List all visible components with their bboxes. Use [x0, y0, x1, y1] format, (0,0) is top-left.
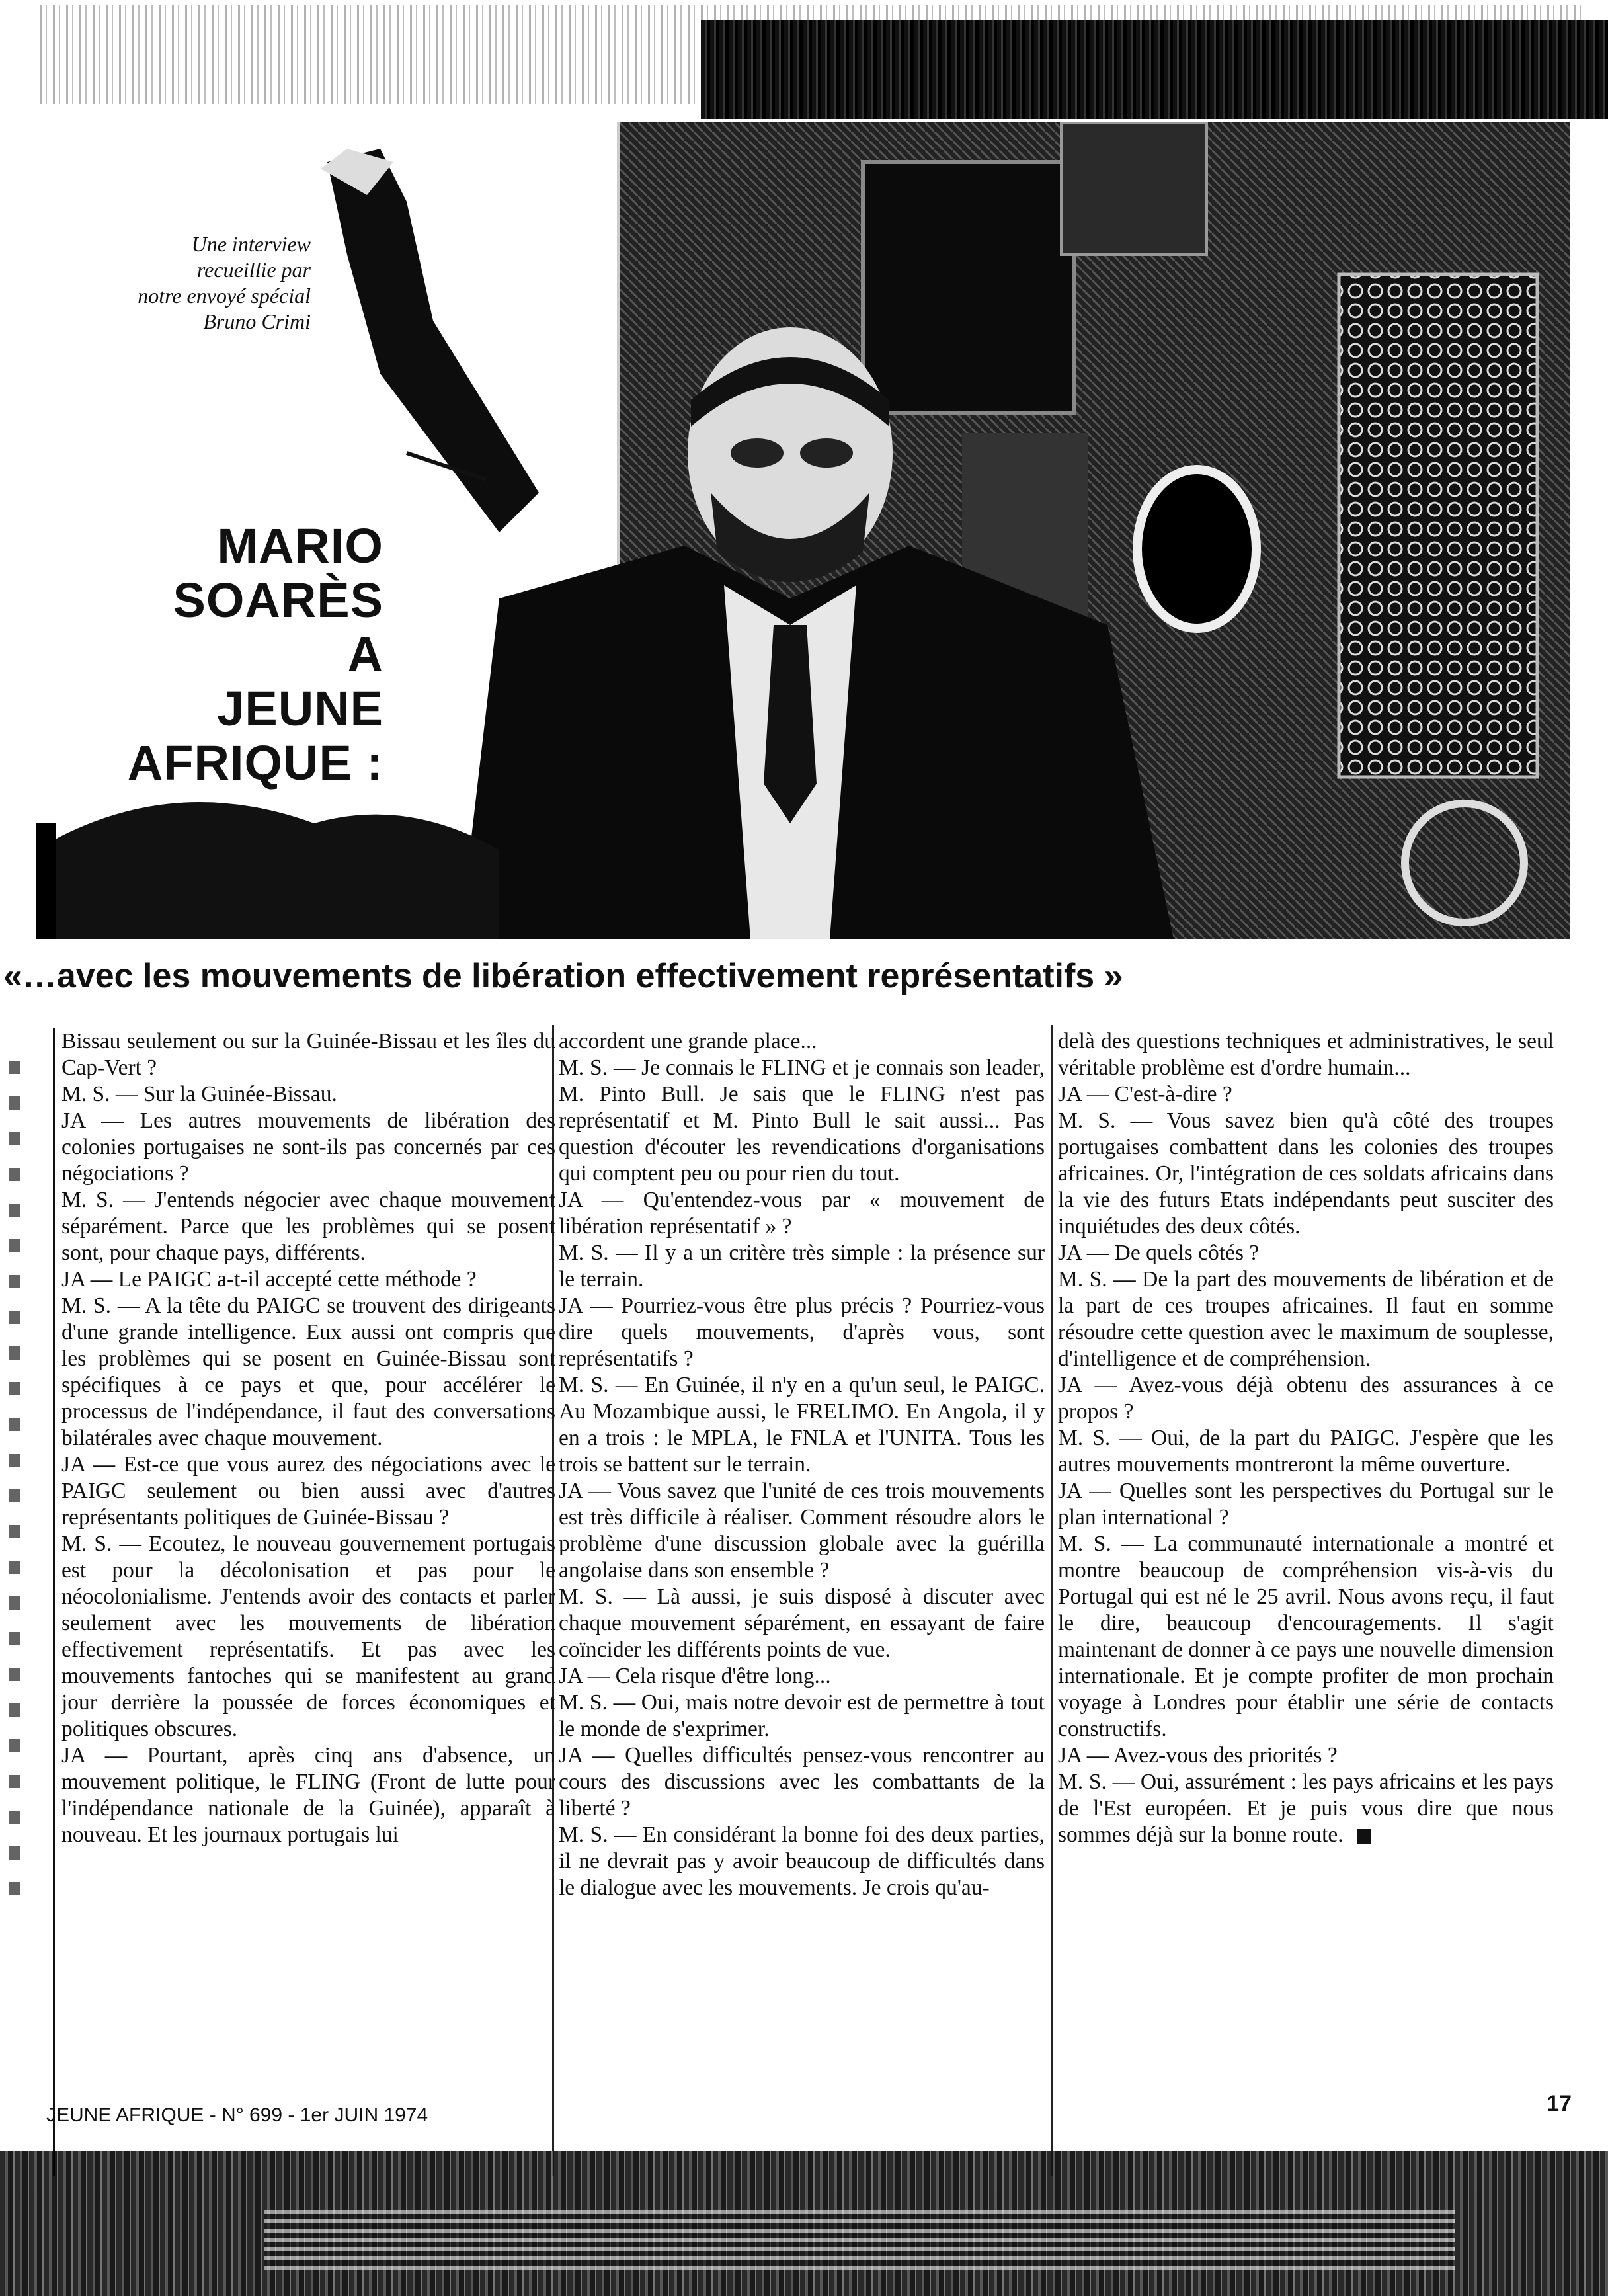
paragraph-text: M. S. — Oui, assurément : les pays africains et les pays de l'Est européen. Et je puis vous dire que nous sommes déjà sur la bonne route.: [1058, 1770, 1554, 1847]
paragraph: JA — Les autres mouvements de libération des colonies portugaises ne sont-ils pas concernés par ces négociations ?: [61, 1108, 555, 1186]
paragraph: accordent une grande place...: [559, 1029, 817, 1053]
end-mark-icon: [1357, 1829, 1371, 1844]
paragraph: JA — Avez-vous déjà obtenu des assurances à ce propos ?: [1058, 1373, 1554, 1424]
paragraph: M. S. — Vous savez bien qu'à côté des troupes portugaises combattent dans les colonies des troupes africaines. Or, l'intégration de ces soldats africains dans la vie des futurs Etats indépendants peut susciter des inquiétudes des deux côtés.: [1058, 1108, 1554, 1239]
paragraph: M. S. — A la tête du PAIGC se trouvent des dirigeants d'une grande intelligence. Eux aussi ont compris que les problèmes qui se posent en Guinée-Bissau sont spécifiques à ce pays et que, pour accélérer le processus de l'indépendance, il faut des conversations bilatérales avec chaque mouvement.: [61, 1293, 555, 1450]
article-subtitle: «…avec les mouvements de libération effectivement représentatifs »: [3, 957, 1123, 995]
credit-line: Bruno Crimi: [203, 309, 311, 333]
credit-line: Une interview: [191, 232, 311, 256]
paragraph: M. S. — Oui, de la part du PAIGC. J'espère que les autres mouvements montreront la même ouverture.: [1058, 1426, 1554, 1477]
paragraph: JA — Qu'entendez-vous par « mouvement de libération représentatif » ?: [559, 1188, 1045, 1239]
paragraph: JA — Cela risque d'être long...: [559, 1664, 831, 1688]
headline-line: A: [347, 627, 383, 682]
page-footer: JEUNE AFRIQUE - N° 699 - 1er JUIN 1974: [46, 2104, 428, 2126]
paragraph: M. S. — Sur la Guinée-Bissau.: [61, 1082, 337, 1106]
column-rule: [1051, 1025, 1053, 2176]
paragraph: JA — Avez-vous des priorités ?: [1058, 1743, 1338, 1768]
headline-line: SOARÈS: [173, 573, 383, 628]
paragraph: JA — De quels côtés ?: [1058, 1241, 1260, 1265]
text-column-3: [1058, 1028, 1554, 1848]
paragraph: JA — Quelles difficultés pensez-vous rencontrer au cours des discussions avec les combattants de la liberté ?: [559, 1743, 1045, 1821]
headline-line: MARIO: [217, 518, 383, 573]
paragraph-last: [1058, 1769, 1554, 1848]
paragraph: JA — C'est-à-dire ?: [1058, 1082, 1232, 1106]
paragraph: M. S. — Je connais le FLING et je connais son leader, M. Pinto Bull. Je sais que le FLING n'est pas représentatif et M. Pinto Bull le sait aussi... Pas question d'écouter les revendications d'organisations qui comptent peu ou pour rien du tout.: [559, 1055, 1045, 1186]
paragraph: M. S. — De la part des mouvements de libération et de la part de ces troupes africaines. Il faut en somme résoudre cette question avec le maximum de souplesse, d'intelligence et de compréhension.: [1058, 1267, 1554, 1371]
paragraph: JA — Pourriez-vous être plus précis ? Pourriez-vous dire quels mouvements, d'après vous, sont représentatifs ?: [559, 1293, 1045, 1371]
paragraph: M. S. — Ecoutez, le nouveau gouvernement portugais est pour la décolonisation et pas pour le néocolonialisme. J'entends avoir des contacts et parler seulement avec les mouvements de libération effectivement représentatifs. Et pas avec les mouvements fantoches qui se manifestent au grand jour derrière la poussée de forces économiques et politiques obscures.: [61, 1532, 555, 1741]
paragraph: M. S. — J'entends négocier avec chaque mouvement séparément. Parce que les problèmes qui se posent sont, pour chaque pays, différents.: [61, 1188, 555, 1265]
text-column-1: [53, 1028, 555, 2176]
paragraph: JA — Pourtant, après cinq ans d'absence, un mouvement politique, le FLING (Front de lutte pour l'indépendance nationale de la Guinée), apparaît à nouveau. Et les journaux portugais lui: [61, 1743, 555, 1847]
paragraph: JA — Le PAIGC a-t-il accepté cette méthode ?: [61, 1267, 477, 1292]
paragraph: M. S. — Oui, mais notre devoir est de permettre à tout le monde de s'exprimer.: [559, 1690, 1045, 1741]
scan-lines: [264, 2210, 1455, 2270]
page-number: 17: [1547, 2091, 1572, 2116]
paragraph: M. S. — En Guinée, il n'y en a qu'un seul, le PAIGC. Au Mozambique aussi, le FRELIMO. En Angola, il y en a trois : le MPLA, le FNLA et l'UNITA. Tous les trois se battent sur le terrain.: [559, 1373, 1045, 1477]
top-scan-border: [0, 0, 1608, 122]
headline: [79, 519, 383, 790]
paragraph: M. S. — Il y a un critère très simple : la présence sur le terrain.: [559, 1241, 1045, 1292]
credit-line: recueillie par: [196, 258, 311, 282]
scan-dark-strip: [701, 20, 1608, 119]
paragraph: M. S. — En considérant la bonne foi des deux parties, il ne devrait pas y avoir beaucoup de difficultés dans le dialogue avec les mouvements. Je crois qu'au-: [559, 1823, 1045, 1900]
paragraph: Bissau seulement ou sur la Guinée-Bissau et les îles du Cap-Vert ?: [61, 1029, 555, 1080]
paragraph: M. S. — Là aussi, je suis disposé à discuter avec chaque mouvement séparément, en essayant de faire coïncider les différents points de vue.: [559, 1584, 1045, 1662]
interview-credit: [86, 231, 311, 335]
paragraph: delà des questions techniques et administratives, le seul véritable problème est d'ordre humain...: [1058, 1029, 1554, 1080]
paragraph: M. S. — La communauté internationale a montré et montre beaucoup de compréhension vis-à-vis du Portugal qui est né le 25 avril. Nous avons reçu, il faut le dire, beaucoup d'encouragements. Il s'agit maintenant de donner à ce pays une nouvelle dimension internationale. Et je compte profiter de mon prochain voyage à Londres pour établir une série de contacts constructifs.: [1058, 1532, 1554, 1741]
paragraph: JA — Vous savez que l'unité de ces trois mouvements est très difficile à réaliser. Comment résoudre alors le problème d'une discussion globale avec la guérilla angolaise dans son ensemble ?: [559, 1479, 1045, 1582]
credit-line: notre envoyé spécial: [138, 284, 311, 308]
bottom-scan-border: [0, 2137, 1608, 2296]
paragraph: JA — Quelles sont les perspectives du Portugal sur le plan international ?: [1058, 1479, 1554, 1530]
paragraph: JA — Est-ce que vous aurez des négociations avec le PAIGC seulement ou bien aussi avec d'autres représentants politiques de Guinée-Bissau ?: [61, 1452, 555, 1530]
headline-line: JEUNE: [217, 681, 383, 736]
scan-margin-marks: [0, 1038, 46, 2189]
text-column-2: [559, 1028, 1045, 1901]
headline-line: AFRIQUE :: [127, 735, 383, 790]
